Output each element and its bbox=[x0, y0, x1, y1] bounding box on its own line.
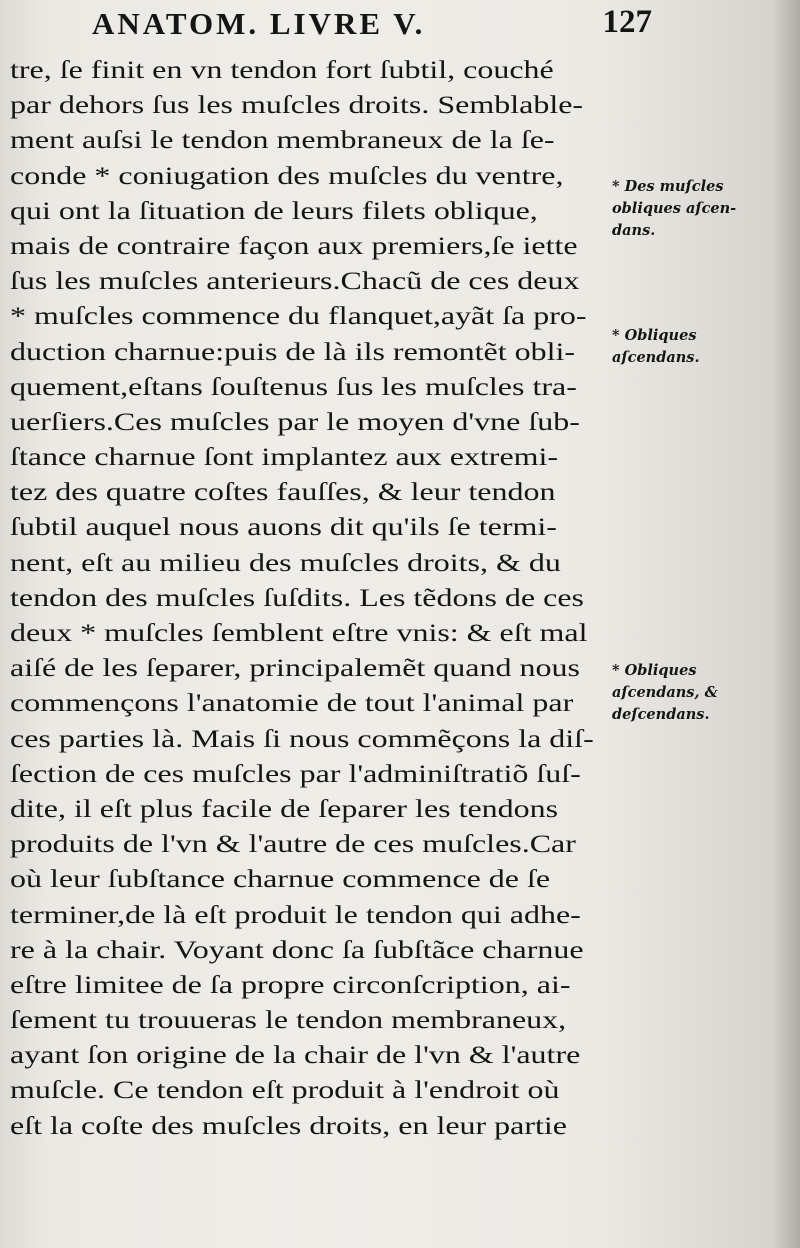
margin-note-line: obliques aſcen- bbox=[612, 200, 737, 217]
text-line: ayant ſon origine de la chair de l'vn & l'autre bbox=[10, 1040, 581, 1070]
text-line: commençons l'anatomie de tout l'animal par bbox=[10, 688, 574, 718]
text-line: mais de contraire façon aux premiers,ſe iette bbox=[10, 230, 578, 260]
margin-note-line: * Obliques bbox=[612, 662, 697, 679]
margin-note bbox=[612, 660, 792, 726]
text-line: qui ont la ſituation de leurs filets oblique, bbox=[10, 195, 538, 225]
text-line: eſtre limitee de ſa propre circonſcription, ai- bbox=[10, 969, 571, 999]
text-line: ſubtil auquel nous auons dit qu'ils ſe termi- bbox=[10, 512, 557, 542]
text-line: dite, il eſt plus facile de ſeparer les tendons bbox=[10, 793, 559, 823]
text-line: produits de l'vn & l'autre de ces muſcles.Car bbox=[10, 829, 576, 859]
margin-note-line: aſcendans, & bbox=[612, 684, 718, 701]
running-title: ANATOM. LIVRE V. bbox=[92, 6, 426, 41]
text-line: ment auſsi le tendon membraneux de la ſe- bbox=[10, 125, 555, 155]
page-header bbox=[92, 6, 652, 46]
text-line: ces parties là. Mais ſi nous commẽçons la diſ- bbox=[10, 723, 594, 753]
body-text bbox=[10, 52, 615, 1143]
text-line: nent, eſt au milieu des muſcles droits, & du bbox=[10, 547, 561, 577]
text-line: * muſcles commence du flanquet,ayãt ſa pro- bbox=[10, 301, 587, 331]
text-line: duction charnue:puis de là ils remontẽt obli- bbox=[10, 336, 576, 366]
text-line: tre, ſe finit en vn tendon fort ſubtil, couché bbox=[10, 55, 554, 84]
text-line: ſement tu trouueras le tendon membraneux, bbox=[10, 1005, 567, 1035]
text-line: deux * muſcles ſemblent eſtre vnis: & eſt mal bbox=[10, 618, 588, 647]
margin-note-line: deſcendans. bbox=[612, 706, 710, 723]
text-line: uerſiers.Ces muſcles par le moyen d'vne ſub- bbox=[10, 406, 580, 436]
text-line: ſus les muſcles anterieurs.Chacũ de ces deux bbox=[10, 266, 580, 296]
margin-note-line: * Des muſcles bbox=[612, 178, 724, 195]
text-line: aiſé de les ſeparer, principalemẽt quand nous bbox=[10, 653, 580, 683]
text-line: muſcle. Ce tendon eſt produit à l'endroit où bbox=[10, 1075, 560, 1105]
text-line: quement,eſtans ſouſtenus ſus les muſcles tra- bbox=[10, 371, 577, 401]
text-line: ſection de ces muſcles par l'adminiſtratiõ ſuſ- bbox=[10, 758, 581, 788]
page-number: 127 bbox=[602, 4, 652, 40]
text-line: re à la chair. Voyant donc ſa ſubſtãce charnue bbox=[10, 934, 584, 964]
text-line: conde * coniugation des muſcles du ventre, bbox=[10, 160, 564, 190]
text-line: ſtance charnue ſont implantez aux extremi- bbox=[10, 442, 559, 472]
text-line: eſt la coſte des muſcles droits, en leur partie bbox=[10, 1110, 568, 1140]
text-line: par dehors ſus les muſcles droits. Semblable- bbox=[10, 90, 584, 120]
margin-note bbox=[612, 325, 792, 369]
text-line: où leur ſubſtance charnue commence de ſe bbox=[10, 864, 551, 894]
text-line: tendon des muſcles ſuſdits. Les tẽdons de ces bbox=[10, 582, 584, 612]
margin-note-line: aſcendans. bbox=[612, 349, 700, 366]
text-line: tez des quatre coſtes fauſſes, & leur tendon bbox=[10, 477, 556, 507]
text-line: terminer,de là eſt produit le tendon qui adhe- bbox=[10, 899, 581, 929]
margin-note-line: dans. bbox=[612, 222, 656, 239]
margin-note-line: * Obliques bbox=[612, 327, 697, 344]
margin-note bbox=[612, 176, 792, 242]
